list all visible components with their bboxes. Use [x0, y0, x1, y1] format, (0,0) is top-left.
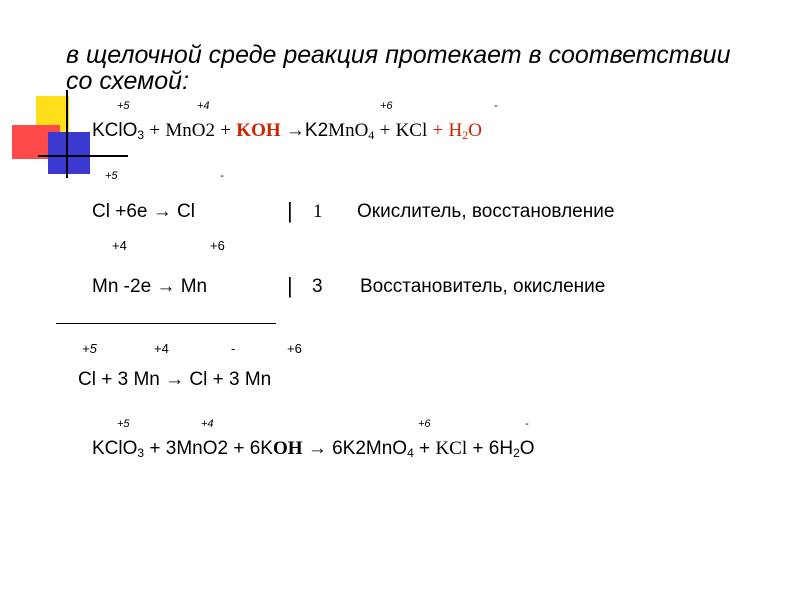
- eq2-kclo3: KClO$_3$: [92, 438, 145, 460]
- slide-title-line-1: в щелочной среде реакция протекает в соответствии: [66, 41, 731, 69]
- eq1-mno4: MnO$_4$: [328, 120, 375, 142]
- eq2-ox-cl: +5: [117, 418, 130, 430]
- eq2-kcl: KCl: [435, 438, 468, 459]
- sum-ox-c: -: [231, 341, 236, 356]
- half2-coefficient: 3: [312, 276, 323, 297]
- eq1-ox-cl: +5: [117, 100, 130, 112]
- half1-ox-b: -: [220, 170, 224, 182]
- slide-title-line-2: со схемой:: [66, 67, 190, 95]
- eq1-h2o: $H_2O$: [448, 120, 483, 142]
- eq1-plus-2: +: [220, 120, 232, 141]
- eq2-arrow: →: [307, 438, 327, 459]
- eq2-ox-cl2: -: [525, 418, 529, 430]
- half2-reaction: Mn -2e → Mn: [92, 276, 208, 297]
- half2-bar: |: [287, 273, 293, 298]
- eq1-k2: K2: [304, 120, 329, 141]
- eq1-kcl: KCl: [395, 120, 428, 141]
- half1-ox-a: +5: [105, 170, 118, 182]
- decor-vertical-line: [66, 90, 68, 178]
- decor-horizontal-line: [38, 155, 128, 157]
- eq2-h2o: + $6H_2O$: [472, 438, 535, 460]
- eq1-arrow: →: [285, 120, 305, 141]
- eq2-oh: OH: [272, 438, 303, 459]
- half1-reaction: Cl +6e → Cl: [92, 201, 195, 222]
- eq2-ox-mn: +4: [201, 418, 214, 430]
- eq1-ox-mn2: +6: [380, 100, 393, 112]
- eq1-mno2: MnO2: [165, 120, 216, 141]
- eq1-ox-cl2: -: [494, 100, 498, 112]
- eq2-plus: +: [419, 438, 431, 459]
- eq1-plus-4: +: [432, 120, 444, 141]
- half1-note: Окислитель, восстановление: [357, 201, 615, 222]
- half2-note: Восстановитель, окисление: [360, 276, 606, 297]
- sum-ox-d: +6: [287, 341, 302, 356]
- eq1-plus-1: +: [149, 120, 161, 141]
- sum-ox-a: +5: [82, 341, 97, 356]
- eq2-ox-mn2: +6: [418, 418, 431, 430]
- eq1-plus-3: +: [379, 120, 391, 141]
- separator-line: [56, 323, 276, 324]
- sum-ox-b: +4: [154, 341, 169, 356]
- eq2-reactants: + 3MnO2 + 6K: [149, 438, 273, 459]
- half1-coefficient: 1: [313, 201, 323, 222]
- equation-1: [92, 120, 482, 142]
- decor-blue-square: [48, 132, 90, 174]
- eq1-kclo3: KClO$_3$: [92, 120, 145, 142]
- half2-ox-b: +6: [210, 238, 225, 253]
- summed-reaction: Cl + 3 Mn → Cl + 3 Mn: [78, 369, 272, 390]
- half1-bar: |: [287, 198, 293, 223]
- half2-ox-a: +4: [112, 238, 127, 253]
- eq2-k2mno4: 6K2MnO$_4$: [332, 438, 414, 460]
- equation-2: [92, 438, 535, 460]
- eq1-ox-mn: +4: [197, 100, 210, 112]
- eq1-koh: KOH: [236, 120, 281, 141]
